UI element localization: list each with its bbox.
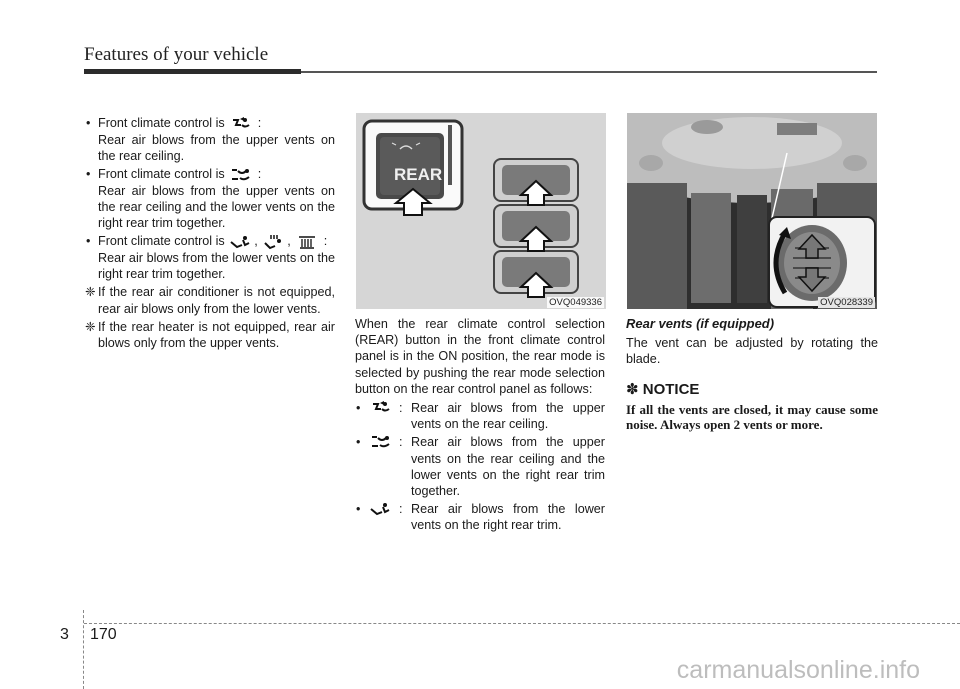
mode-text: Rear air blows from the upper vents on the rear ceiling.	[411, 401, 605, 432]
item-colon: :	[323, 234, 328, 249]
item-subtext: Rear air blows from the upper vents on the rear ceiling and the lower vents on the right rear trim together.	[98, 183, 335, 231]
rear-mode-intro: When the rear climate control selection (REAR) button in the front climate control panel is in the ON position, the rear mode is selected by pushing the rear mode selection button on the rear control panel as follows:	[355, 317, 605, 396]
note-item	[85, 319, 335, 351]
footer-divider	[83, 610, 84, 689]
mode-colon: :	[399, 502, 403, 517]
note-item	[85, 284, 335, 316]
item-subtext: Rear air blows from the upper vents on the rear ceiling.	[98, 132, 335, 163]
list-item	[355, 400, 605, 432]
bullet-dot: •	[356, 435, 361, 450]
bullet-dot: •	[356, 502, 361, 517]
rear-button-label: REAR	[394, 165, 443, 184]
bullet-dot: •	[356, 401, 361, 416]
vent-defrost-mode-icon	[294, 234, 320, 250]
column-rear-vents	[626, 316, 878, 433]
watermark: carmanualsonline.info	[676, 656, 920, 684]
item-separator: ,	[254, 234, 258, 249]
mode-text: Rear air blows from the lower vents on the right rear trim.	[411, 502, 605, 533]
item-text: Front climate control is	[98, 116, 225, 130]
item-text: Front climate control is	[98, 234, 225, 249]
vent-floor-mode-icon	[228, 234, 254, 250]
list-item	[85, 233, 335, 282]
note-text: If the rear air conditioner is not equipped, rear air blows only from the lower vents.	[98, 285, 335, 316]
notice-title: ✽ NOTICE	[626, 380, 700, 398]
mode-colon: :	[399, 401, 403, 416]
rear-vent-photo-figure	[627, 113, 877, 309]
item-separator: ,	[287, 234, 291, 249]
figure-caption: OVQ028339	[820, 297, 873, 308]
vent-upper-mode-icon	[367, 400, 395, 416]
note-text: If the rear heater is not equipped, rear air blows only from the upper vents.	[98, 319, 335, 351]
vent-upper-mode-icon	[228, 116, 254, 132]
item-colon: :	[257, 116, 262, 130]
column-front-control	[85, 115, 335, 353]
vent-floor-mode-icon	[367, 501, 395, 517]
section-body: The vent can be adjusted by rotating the blade.	[626, 336, 878, 367]
vent-bilevel-mode-icon	[367, 434, 395, 450]
item-text: Front climate control is	[98, 167, 225, 182]
column-rear-mode	[355, 316, 605, 536]
note-mark: ❈	[85, 285, 96, 300]
header-rule-dark	[84, 69, 301, 74]
item-subtext: Rear air blows from the lower vents on the right rear trim together.	[98, 251, 335, 282]
vent-bilevel-mode-icon	[228, 167, 254, 183]
footer-rule	[84, 623, 960, 624]
page-header-title: Features of your vehicle	[84, 44, 269, 65]
notice-body: If all the vents are closed, it may cause some noise. Always open 2 vents or more.	[626, 401, 878, 433]
section-subheading: Rear vents (if equipped)	[626, 316, 775, 331]
figure-caption: OVQ049336	[549, 297, 602, 308]
list-item	[85, 166, 335, 231]
mode-text: Rear air blows from the upper vents on the rear ceiling and the lower vents on the right rear trim together.	[411, 435, 605, 499]
mode-colon: :	[399, 435, 403, 450]
rear-control-panel-figure	[356, 113, 606, 309]
rear-vent-photo	[627, 113, 877, 309]
page-number: 170	[90, 626, 117, 643]
list-item	[355, 434, 605, 499]
header-rule-light	[301, 71, 877, 73]
note-mark: ❈	[85, 319, 96, 334]
chapter-number: 3	[60, 626, 69, 643]
rear-control-panel-illustration	[356, 113, 606, 309]
list-item	[355, 501, 605, 533]
list-item	[85, 115, 335, 164]
vent-floor-defrost-mode-icon	[261, 234, 287, 250]
item-colon: :	[257, 167, 262, 182]
